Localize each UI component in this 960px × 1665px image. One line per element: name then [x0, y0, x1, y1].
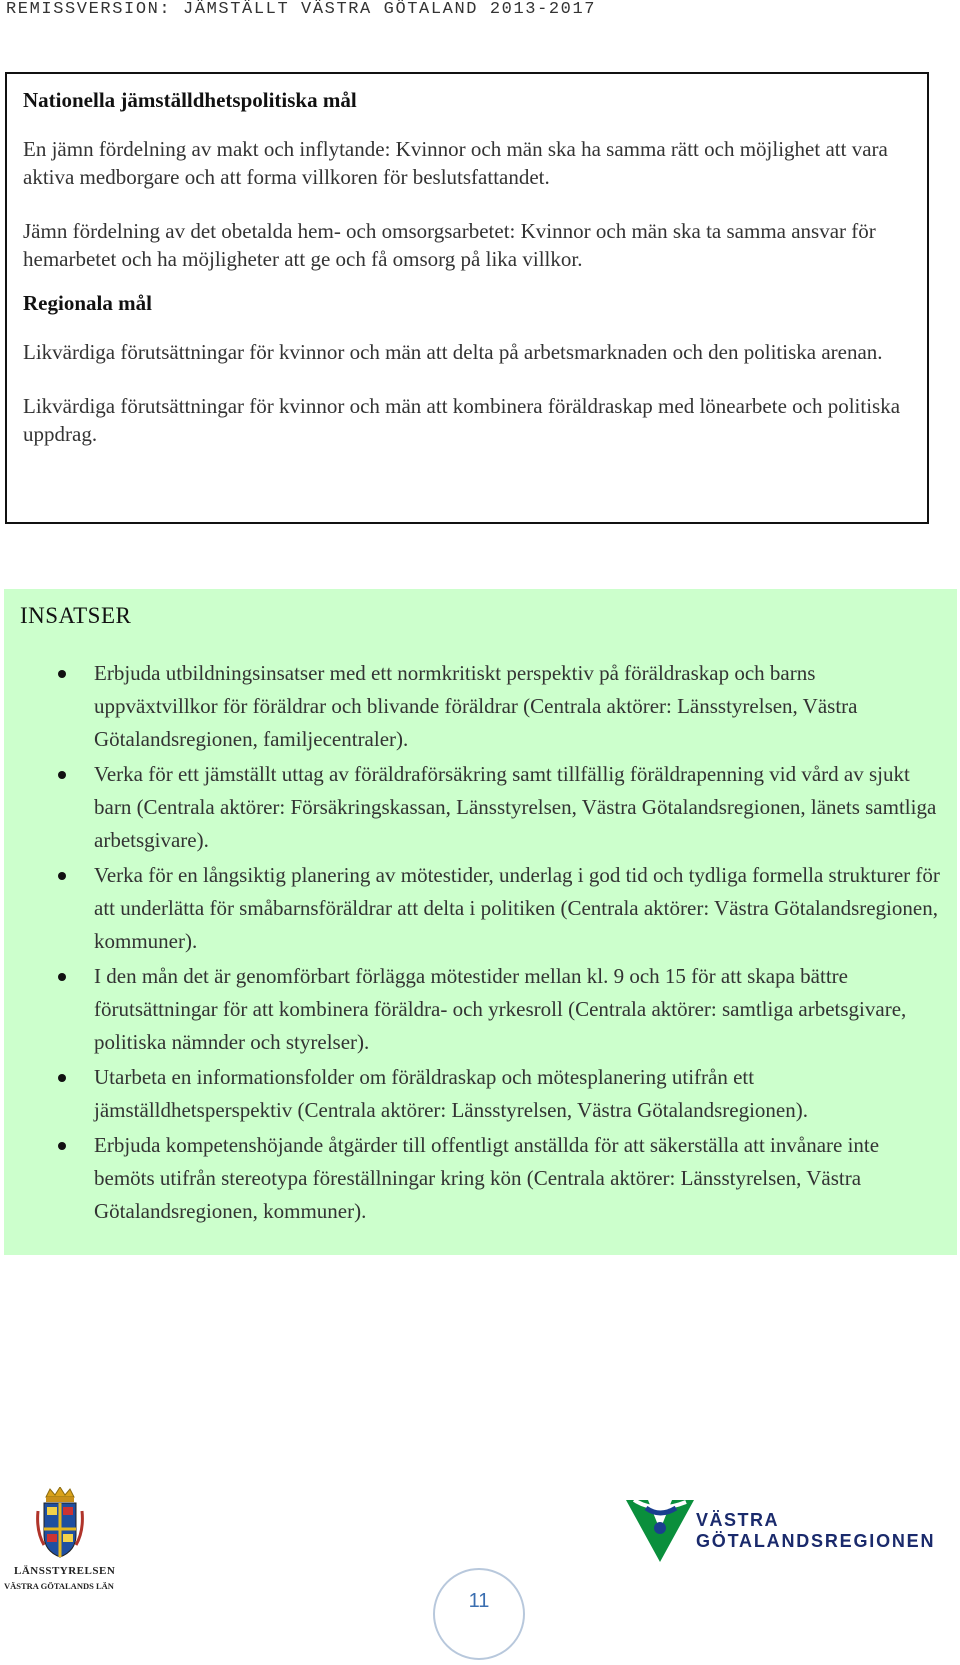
bullet-icon [58, 771, 66, 779]
regional-goals-heading: Regionala mål [23, 291, 152, 315]
national-goal-paragraph: En jämn fördelning av makt och inflytande: Kvinnor och män ska ha samma rätt och möjlighet att vara aktiva medborgare och att forma villkoren för beslutsfattandet. [23, 137, 888, 189]
bullet-icon [58, 1074, 66, 1082]
list-item-text: Verka för ett jämställt uttag av föräldraförsäkring samt tillfällig föräldrapenning vid vård av sjukt barn (Centrala aktörer: Försäkringskassan, Länsstyrelsen, Västra Götalandsregionen, länets samtliga arbetsgivare). [94, 762, 937, 852]
list-item-text: Erbjuda utbildningsinsatser med ett normkritiskt perspektiv på föräldraskap och barns uppväxtvillkor för föräldrar och blivande föräldrar (Centrala aktörer: Länsstyrelsen, Västra Götalandsregionen, familjecentraler). [94, 661, 858, 751]
insatser-section [4, 589, 957, 1255]
insatser-list [20, 657, 941, 1228]
bullet-icon [58, 872, 66, 880]
vgr-logo-mark-icon [626, 1500, 694, 1564]
list-item [20, 1129, 941, 1228]
document-header: REMISSVERSION: JÄMSTÄLLT VÄSTRA GÖTALAND 2013-2017 [6, 0, 597, 19]
lansstyrelsen-logo [4, 1487, 116, 1591]
page-number: 11 [468, 1590, 490, 1612]
list-item [20, 859, 941, 958]
list-item [20, 960, 941, 1059]
list-item [20, 758, 941, 857]
list-item [20, 1061, 941, 1127]
list-item-text: Verka för en långsiktig planering av mötestider, underlag i god tid och tydliga formella strukturer för att underlätta för småbarnsföräldrar att delta i politiken (Centrala aktörer: Västra Götalandsregionen, kommuner). [94, 863, 940, 953]
bullet-icon [58, 670, 66, 678]
bullet-icon [58, 973, 66, 981]
national-goals-heading: Nationella jämställdhetspolitiska mål [23, 88, 357, 112]
bullet-icon [58, 1142, 66, 1150]
list-item [20, 657, 941, 756]
page-number-badge [433, 1568, 525, 1660]
list-item-text: Erbjuda kompetenshöjande åtgärder till offentligt anställda för att säkerställa att invånare inte bemöts utifrån stereotypa föreställningar kring kön (Centrala aktörer: Länsstyrelsen, Västra Götalandsregionen, kommuner). [94, 1133, 880, 1223]
vastra-gotalandsregionen-logo [626, 1500, 936, 1570]
lansstyrelsen-logo-subtitle: VÄSTRA GÖTALANDS LÄN [4, 1581, 114, 1591]
goals-box [5, 72, 929, 524]
vgr-logo-text-line1: VÄSTRA [696, 1510, 780, 1530]
national-goal-paragraph: Jämn fördelning av det obetalda hem- och omsorgsarbetet: Kvinnor och män ska ta samma ansvar för hemarbetet och ha möjligheter att ge och få omsorg på lika villkor. [23, 219, 876, 271]
list-item-text: I den mån det är genomförbart förlägga mötestider mellan kl. 9 och 15 för att skapa bättre förutsättningar för att kombinera föräldra- och yrkesroll (Centrala aktörer: samtliga arbetsgivare, politiska nämnder och styrelser). [94, 964, 907, 1054]
vgr-logo-text-line2: GÖTALANDSREGIONEN [696, 1531, 936, 1551]
regional-goal-paragraph: Likvärdiga förutsättningar för kvinnor och män att delta på arbetsmarknaden och den politiska arenan. [23, 340, 883, 364]
insatser-heading: INSATSER [20, 603, 132, 628]
regional-goal-paragraph: Likvärdiga förutsättningar för kvinnor och män att kombinera föräldraskap med lönearbete och politiska uppdrag. [23, 394, 901, 446]
lansstyrelsen-logo-name: LÄNSSTYRELSEN [14, 1565, 116, 1577]
coat-of-arms-icon [36, 1487, 84, 1561]
list-item-text: Utarbeta en informationsfolder om föräldraskap och mötesplanering utifrån ett jämställdhetsperspektiv (Centrala aktörer: Länsstyrelsen, Västra Götalandsregionen). [94, 1065, 808, 1122]
